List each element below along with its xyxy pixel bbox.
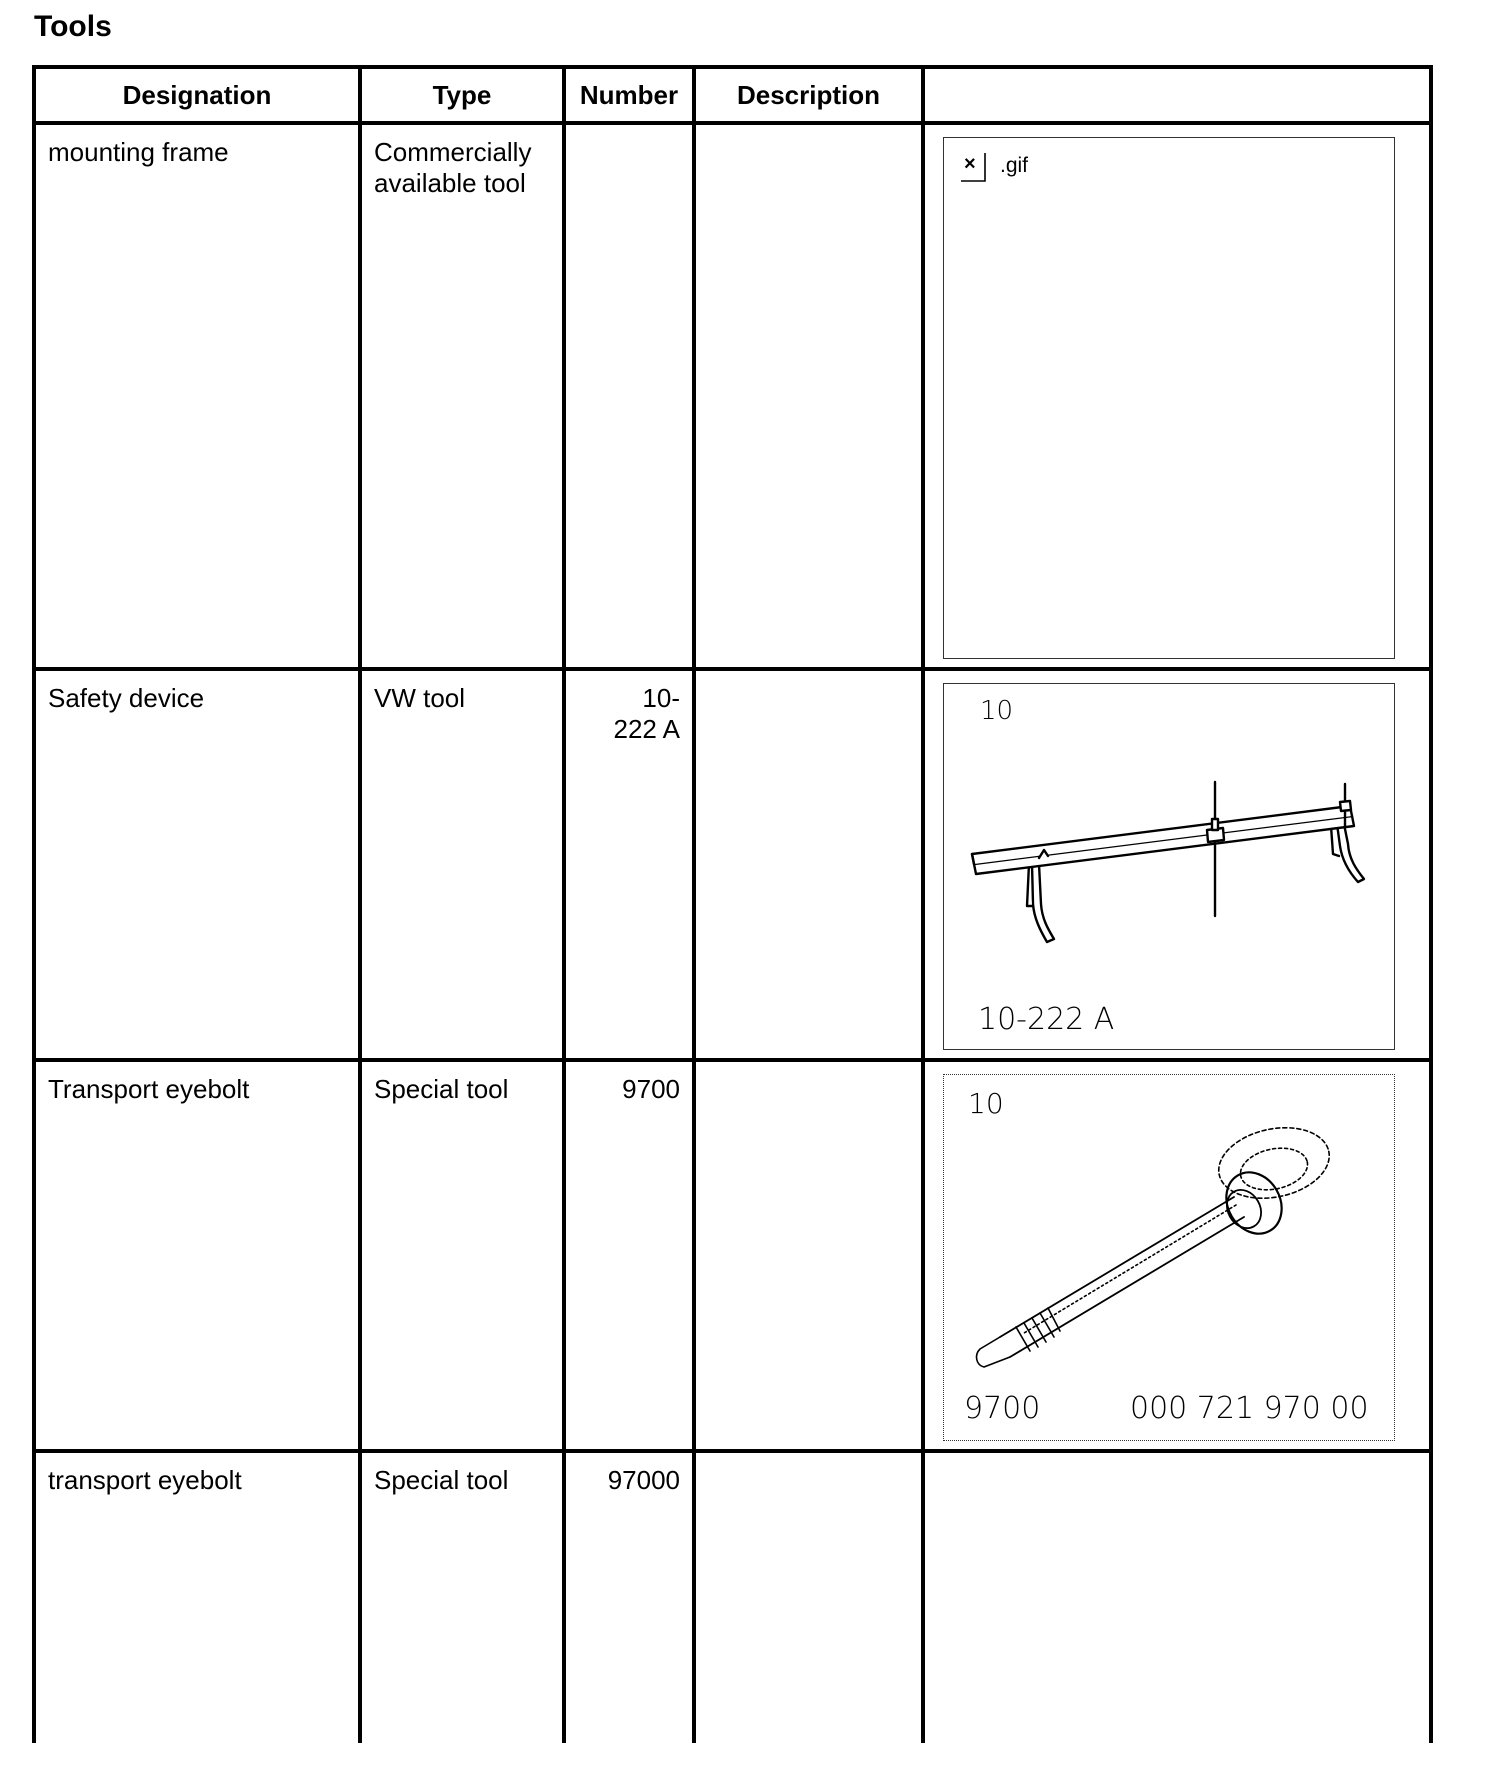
header-designation: Designation xyxy=(34,67,360,123)
broken-image-caption: .gif xyxy=(1000,154,1029,177)
image-frame xyxy=(943,1074,1395,1441)
cell-number xyxy=(564,1451,694,1743)
cell-number xyxy=(564,123,694,669)
image-frame xyxy=(943,683,1395,1050)
type-text-line2: available tool xyxy=(374,168,526,198)
cell-type xyxy=(360,123,564,669)
description-text xyxy=(696,125,921,137)
number-text-line1: 10- xyxy=(642,683,680,713)
cell-number xyxy=(564,669,694,1060)
number-text-line1: 9700 xyxy=(622,1074,680,1104)
cell-image xyxy=(923,123,1431,669)
description-text xyxy=(696,1062,921,1074)
cell-description xyxy=(694,669,923,1060)
safety-device-drawing xyxy=(944,684,1396,1051)
header-number: Number xyxy=(564,67,694,123)
drawing-caption-left: 9700 xyxy=(964,1391,1041,1426)
drawing-corner-label: 10 xyxy=(968,1087,1004,1120)
cell-image xyxy=(923,1060,1431,1451)
cell-designation xyxy=(34,123,360,669)
cell-type xyxy=(360,669,564,1060)
number-text-line1: 97000 xyxy=(607,1465,680,1495)
description-text xyxy=(696,671,921,683)
broken-image-glyph: × xyxy=(964,153,976,175)
designation-text: Transport eyebolt xyxy=(48,1074,250,1104)
description-text xyxy=(696,1453,921,1465)
table-header-row xyxy=(34,67,1431,123)
cell-designation xyxy=(34,1451,360,1743)
table-row xyxy=(34,1060,1431,1451)
cell-description xyxy=(694,1060,923,1451)
type-text-line1: VW tool xyxy=(374,683,466,713)
number-text-line2: 222 A xyxy=(613,714,680,744)
drawing-corner-label: 10 xyxy=(980,696,1014,726)
broken-image-placeholder xyxy=(960,152,1028,182)
cell-designation xyxy=(34,669,360,1060)
header-type: Type xyxy=(360,67,564,123)
type-text-line1: Commercially xyxy=(374,137,532,167)
drawing-caption-right: 000 721 970 00 xyxy=(1130,1391,1369,1426)
type-text-line1: Special tool xyxy=(374,1465,509,1495)
cell-description xyxy=(694,123,923,669)
table-row xyxy=(34,669,1431,1060)
cell-number xyxy=(564,1060,694,1451)
drawing-caption: 10-222 A xyxy=(978,1002,1115,1037)
cell-image xyxy=(923,669,1431,1060)
eyebolt-drawing xyxy=(944,1075,1396,1442)
designation-text: transport eyebolt xyxy=(48,1465,242,1495)
cell-type xyxy=(360,1451,564,1743)
broken-image-icon xyxy=(960,152,986,182)
header-image xyxy=(923,67,1431,123)
designation-text: Safety device xyxy=(48,683,205,713)
tools-table xyxy=(32,65,1433,1743)
header-description: Description xyxy=(694,67,923,123)
cell-description xyxy=(694,1451,923,1743)
designation-text: mounting frame xyxy=(48,137,229,167)
type-text-line1: Special tool xyxy=(374,1074,509,1104)
page-title: Tools xyxy=(34,10,112,43)
cell-image xyxy=(923,1451,1431,1743)
image-frame xyxy=(943,137,1395,659)
table-row xyxy=(34,1451,1431,1743)
cell-designation xyxy=(34,1060,360,1451)
cell-type xyxy=(360,1060,564,1451)
table-row xyxy=(34,123,1431,669)
